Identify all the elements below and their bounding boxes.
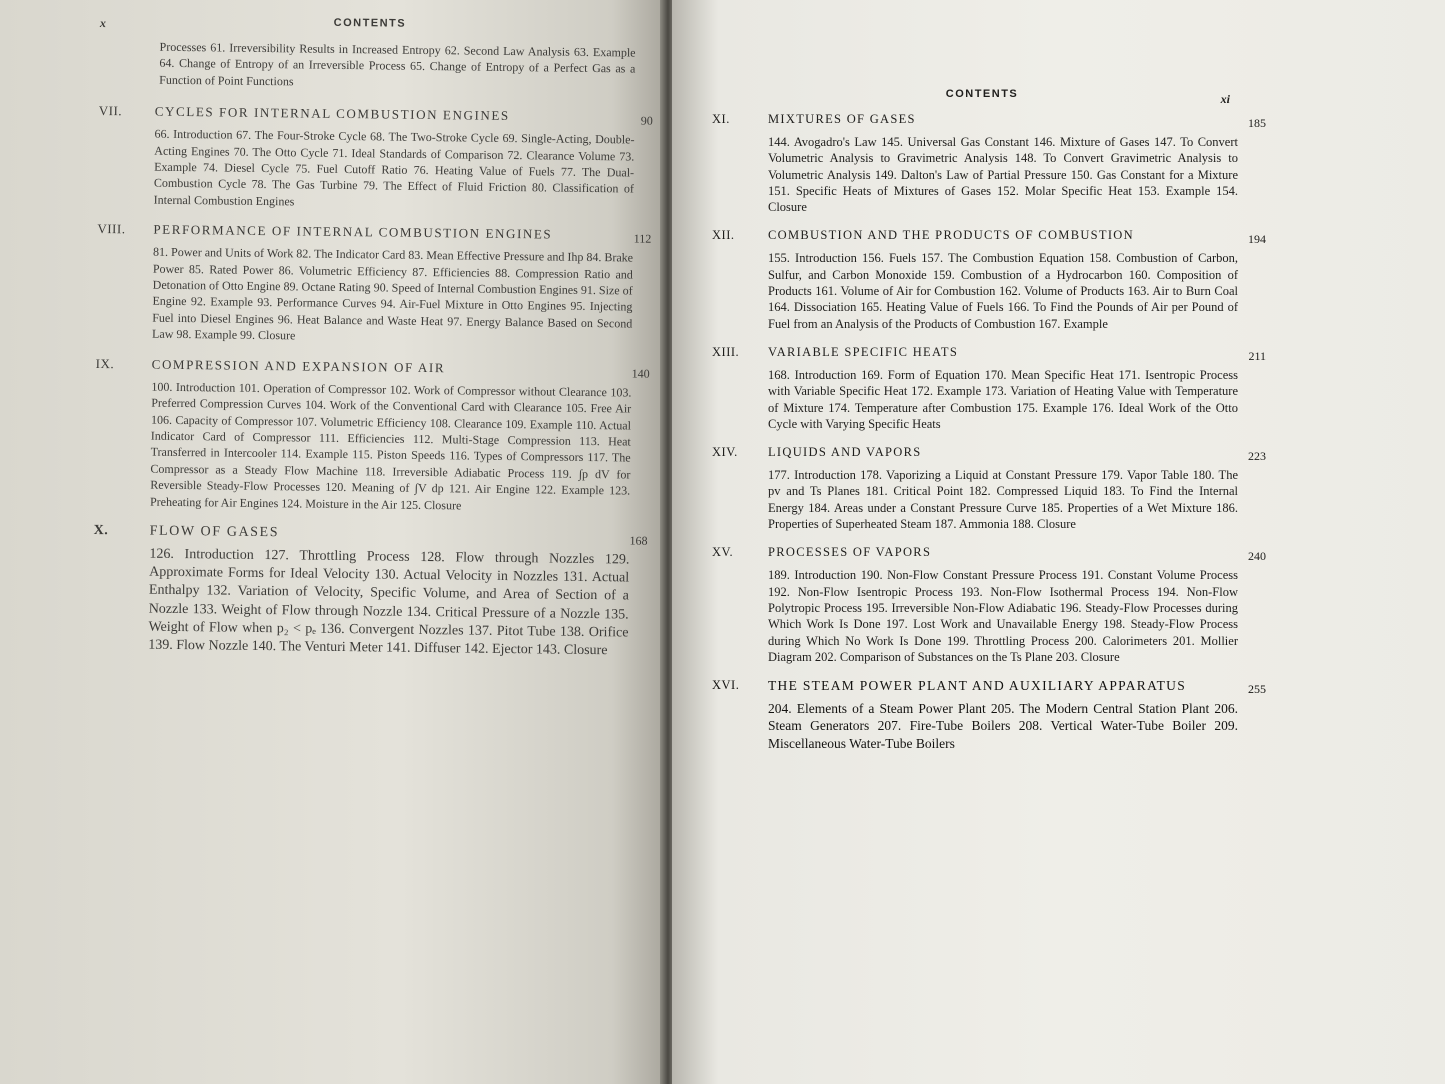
chapter-title: CYCLES FOR INTERNAL COMBUSTION ENGINES <box>154 103 510 124</box>
chapter-title: PROCESSES OF VAPORS <box>768 545 932 560</box>
chapter-number: VII. <box>98 103 123 119</box>
chapter-title: LIQUIDS AND VAPORS <box>768 445 922 460</box>
chapter-page-number: 240 <box>1248 549 1266 564</box>
chapter-title: COMBUSTION AND THE PRODUCTS OF COMBUSTION <box>768 228 1134 243</box>
chapter-title: FLOW OF GASES <box>149 523 280 541</box>
chapter-viii <box>96 221 652 348</box>
chapter-number: VIII. <box>97 221 126 237</box>
chapter-page-number: 168 <box>629 533 648 548</box>
left-folio: x <box>99 15 106 31</box>
chapter-page-number: 185 <box>1248 116 1266 130</box>
continued-entries: Processes 61. Irreversibility Results in Increased Entropy 62. Second Law Analysis 63. Example 64. Change of Entropy of an Irreversible Process 65. Change of Entropy of a Perfect Gas as a Function of Point Functions <box>159 39 636 89</box>
left-page <box>0 0 665 1084</box>
chapter-x <box>92 522 648 661</box>
chapter-xv <box>712 545 1266 665</box>
right-folio: xi <box>1220 92 1230 106</box>
chapter-number: XIV. <box>712 445 738 460</box>
chapter-xi <box>712 112 1266 215</box>
chapter-page-number: 255 <box>1248 682 1266 697</box>
chapter-entries: 144. Avogadro's Law 145. Universal Gas Constant 146. Mixture of Gases 147. To Convert Volumetric Analysis to Gravimetric Analysis 148. To Convert Gravimetric Analysis to Volumetric Analysis 149. Dalton's Law of Partial Pressure 150. Gas Constant for a Mixture 151. Specific Heats of Mixtures of Gases 152. Molar Specific Heat 153. Example 154. Closure <box>768 135 1238 215</box>
chapter-title: MIXTURES OF GASES <box>768 112 916 126</box>
chapter-title: VARIABLE SPECIFIC HEATS <box>768 344 959 359</box>
chapter-entries: 168. Introduction 169. Form of Equation 170. Mean Specific Heat 171. Isentropic Process with Variable Specific Heat 172. Example 173. Variation of Heating Value with Temperature of Mixture 174. Temperature after Combustion 175. Example 176. Ideal Work of the Otto Cycle with Varying Specific Heats <box>768 367 1238 431</box>
chapter-title: THE STEAM POWER PLANT AND AUXILIARY APPARATUS <box>768 678 1187 694</box>
chapter-entries: 66. Introduction 67. The Four-Stroke Cycle 68. The Two-Stroke Cycle 69. Single-Acting, Double-Acting Engines 70. The Otto Cycle 71. Ideal Standards of Comparison 72. Clearance Volume 73. Example 74. Diesel Cycle 75. Fuel Cutoff Ratio 76. Heating Value of Fuels 77. The Dual-Combustion Cycle 78. The Gas Turbine 79. The Effect of Fluid Friction 80. Classification of Internal Combustion Engines <box>153 126 635 209</box>
chapter-number: XIII. <box>712 344 740 359</box>
chapter-number: XVI. <box>712 678 740 693</box>
left-running-head: CONTENTS <box>333 16 407 30</box>
chapter-entries: 177. Introduction 178. Vaporizing a Liquid at Constant Pressure 179. Vapor Table 180. The pv and Ts Planes 181. Critical Point 182. Compressed Liquid 183. To Find the Internal Energy 184. Areas under a Constant Pressure Curve 185. Properties of a Wet Mixture 186. Properties of Superheated Steam 187. Ammonia 188. Closure <box>768 468 1238 532</box>
chapter-ix <box>94 355 650 516</box>
chapter-xvi <box>712 678 1266 752</box>
chapter-entries: 204. Elements of a Steam Power Plant 205. The Modern Central Station Plant 206. Steam Generators 207. Fire-Tube Boilers 208. Vertical Water-Tube Boiler 209. Miscellaneous Water-Tube Boilers <box>768 701 1238 751</box>
chapter-number: IX. <box>95 355 115 371</box>
chapter-title: PERFORMANCE OF INTERNAL COMBUSTION ENGINES <box>153 221 553 242</box>
chapter-vii <box>98 103 653 214</box>
chapter-number: XI. <box>712 112 730 126</box>
chapter-xii <box>712 228 1266 331</box>
chapter-number: XII. <box>712 228 735 243</box>
chapter-page-number: 223 <box>1248 449 1266 464</box>
chapter-xiv <box>712 445 1266 532</box>
chapter-title: COMPRESSION AND EXPANSION OF AIR <box>151 356 446 375</box>
chapter-entries: 81. Power and Units of Work 82. The Indicator Card 83. Mean Effective Pressure and Ihp 84. Brake Power 85. Rated Power 86. Volumetric Efficiency 87. Efficiencies 88. Compression Ratio and Detonation of Otto Engine 89. Octane Rating 90. Speed of Internal Combustion Engines 91. Size of Engine 92. Example 93. Performance Curves 94. Air-Fuel Mixture in Otto Engines 95. Injecting Fuel into Diesel Engines 96. Heat Balance and Waste Heat 97. Energy Balance Based on Second Law 98. Example 99. Closure <box>152 244 634 343</box>
chapter-number: XV. <box>712 545 734 560</box>
chapter-page-number: 194 <box>1248 232 1266 247</box>
chapter-number: X. <box>93 522 109 539</box>
chapter-entries: 100. Introduction 101. Operation of Compressor 102. Work of Compressor without Clearance 103. Preferred Compression Curves 104. Work of the Conventional Card with Clearance 105. Free Air 106. Capacity of Compressor 107. Volumetric Efficiency 108. Clearance 109. Example 110. Actual Indicator Card of Compressor 111. Efficiencies 112. Multi-Stage Compression 113. Heat Transferred in Intercooler 114. Example 115. Piston Speeds 116. Types of Compressors 117. The Compressor as a Steady Flow Machine 118. Irreversible Adiabatic Process 119. ∫p dV for Reversible Steady-Flow Processes 120. Meaning of ∫V dp 121. Air Engine 122. Example 123. Preheating for Air Engines 124. Moisture in the Air 125. Closure <box>149 379 632 512</box>
chapter-page-number: 211 <box>1248 348 1266 363</box>
chapter-entries: 155. Introduction 156. Fuels 157. The Combustion Equation 158. Combustion of Carbon, Sulfur, and Carbon Monoxide 159. Combustion of a Hydrocarbon 160. Composition of Products 161. Volume of Air for Combustion 162. Volume of Products 163. Air to Burn Coal 164. Dissociation 165. Heating Value of Fuels 166. To Find the Pounds of Air per Pound of Fuel from an Analysis of the Products of Combustion 167. Example <box>768 251 1238 331</box>
right-header <box>712 88 1252 112</box>
chapter-xiii <box>712 344 1266 432</box>
left-page-content <box>92 14 653 675</box>
right-running-head: CONTENTS <box>945 88 1019 100</box>
chapter-page-number: 90 <box>640 113 653 128</box>
chapter-page-number: 140 <box>631 366 650 381</box>
chapter-page-number: 112 <box>633 231 652 247</box>
right-page-content <box>712 88 1266 765</box>
chapter-entries: 126. Introduction 127. Throttling Process 128. Flow through Nozzles 129. Approximate Forms for Ideal Velocity 130. Actual Velocity in Nozzles 131. Actual Enthalpy 132. Variation of Velocity, Specific Volume, and Area of Section of a Nozzle 133. Weight of Flow through Nozzle 134. Critical Pressure of a Nozzle 135. Weight of Flow when p₂ < pₑ 136. Convergent Nozzles 137. Pitot Tube 138. Orifice 139. Flow Nozzle 140. The Venturi Meter 141. Diffuser 142. Ejector 143. Closure <box>148 546 630 659</box>
chapter-entries: 189. Introduction 190. Non-Flow Constant Pressure Process 191. Constant Volume Process 192. Non-Flow Isentropic Process 193. Non-Flow Isothermal Process 194. Non-Flow Polytropic Process 195. Irreversible Non-Flow Adiabatic 196. Steady-Flow Processes during Which Work Is Done 197. Lost Work and Unavailable Energy 198. Steady-Flow Process during Which No Work Is Done 199. Throttling Process 200. Calorimeters 201. Mollier Diagram 202. Comparison of Substances on the Ts Plane 203. Closure <box>768 568 1238 664</box>
